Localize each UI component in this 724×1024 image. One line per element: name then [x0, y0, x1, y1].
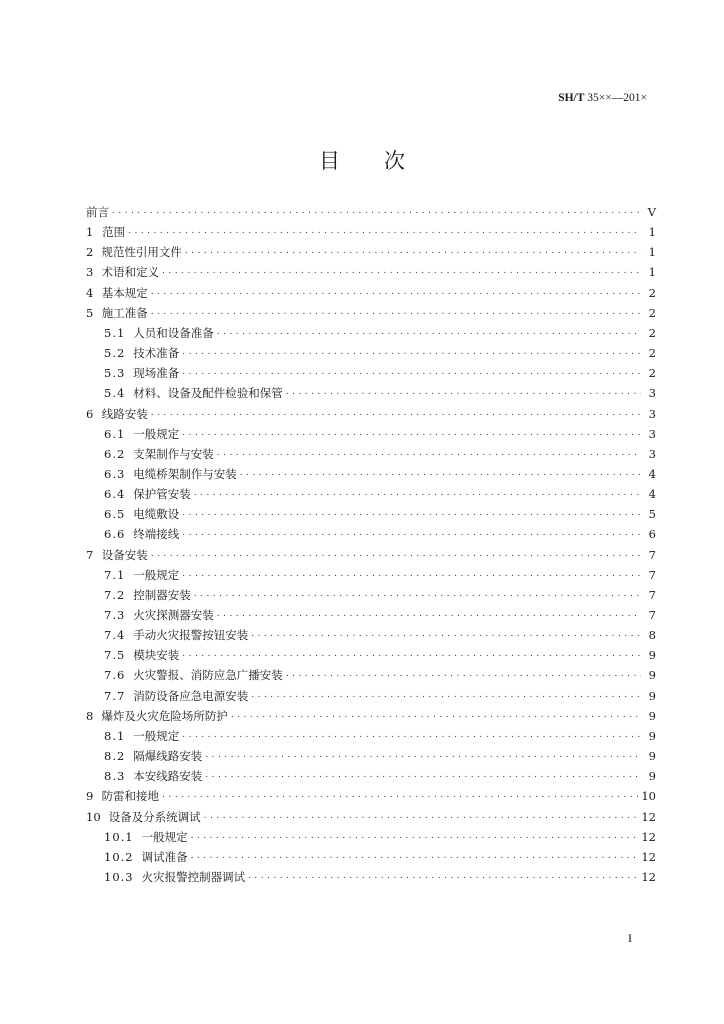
toc-dot-leader — [217, 443, 641, 459]
toc-entry-page: 12 — [641, 809, 656, 824]
toc-subentry[interactable] — [104, 345, 656, 361]
toc-entry-page: 7 — [648, 547, 656, 562]
toc-entry-title: 基本规定 — [101, 285, 148, 300]
toc-entry-title: 一般规定 — [133, 426, 180, 441]
toc-dot-leader — [240, 463, 641, 479]
page-title — [0, 145, 724, 175]
toc-entry-number: 5.4 — [104, 386, 126, 401]
toc-entry-title: 支架制作与安装 — [133, 446, 214, 461]
toc-subentry[interactable] — [104, 647, 656, 663]
toc-entry-page: 12 — [641, 849, 656, 864]
toc-entry-title: 火灾警报、消防应急广播安装 — [133, 668, 283, 683]
toc-entry-title: 一般规定 — [141, 829, 188, 844]
toc-entry-number: 7.3 — [104, 608, 126, 622]
toc-entry-page: 5 — [648, 507, 656, 522]
toc-entry-number: 10 — [86, 809, 101, 824]
toc-entry-title: 人员和设备准备 — [133, 325, 214, 340]
toc-entry[interactable] — [86, 224, 656, 240]
toc-entry-number: 2 — [86, 245, 94, 260]
toc-entry-number: 7 — [86, 547, 94, 562]
toc-subentry[interactable] — [104, 426, 656, 442]
page-title-char-1: 目 — [319, 149, 340, 173]
standard-code-number: 35××—201× — [587, 92, 647, 104]
toc-dot-leader — [286, 382, 641, 398]
toc-entry[interactable] — [86, 264, 656, 280]
toc-entry-title: 设备及分系统调试 — [108, 809, 201, 824]
toc-dot-leader — [251, 624, 641, 640]
toc-dot-leader — [128, 221, 641, 237]
toc-dot-leader — [194, 483, 641, 499]
toc-dot-leader — [151, 403, 641, 419]
toc-entry-page: 1 — [648, 245, 656, 260]
toc-entry-title: 规范性引用文件 — [101, 245, 182, 260]
toc-entry-title: 一般规定 — [133, 728, 180, 743]
toc-entry-page: 2 — [648, 325, 656, 340]
toc-entry-page: 9 — [648, 769, 656, 784]
toc-dot-leader — [194, 584, 641, 600]
toc-entry-number: 7.2 — [104, 587, 126, 602]
page-title-char-2: 次 — [384, 149, 405, 173]
toc-entry-page: 2 — [648, 366, 656, 381]
toc-entry-page: 9 — [648, 688, 656, 703]
toc-dot-leader — [112, 201, 641, 217]
toc-dot-leader — [162, 261, 641, 277]
toc-dot-leader — [231, 705, 641, 721]
toc-subentry[interactable] — [104, 748, 656, 764]
toc-entry-page: 9 — [648, 668, 656, 683]
toc-subentry[interactable] — [104, 829, 656, 845]
toc-entry-number: 3 — [86, 265, 94, 280]
toc-entry-page: 3 — [648, 386, 656, 401]
toc-entry-number: 5.2 — [104, 346, 126, 361]
toc-entry-page: 1 — [648, 265, 656, 280]
toc-entry[interactable] — [86, 244, 656, 260]
toc-entry-number: 1 — [86, 225, 94, 240]
toc-subentry[interactable] — [104, 526, 656, 542]
toc-dot-leader — [151, 544, 641, 560]
toc-entry-title: 电缆桥架制作与安装 — [133, 466, 237, 481]
toc-entry-number: 6.4 — [104, 487, 126, 502]
toc-entry-title: 技术准备 — [133, 346, 180, 361]
toc-entry-number: 7.5 — [104, 648, 126, 663]
toc-entry-number: 8.3 — [104, 769, 126, 784]
toc-entry-page: 7 — [648, 608, 656, 622]
toc-entry-page: 9 — [648, 728, 656, 743]
standard-code-prefix: SH/T — [558, 92, 585, 104]
toc-dot-leader — [217, 322, 641, 338]
toc-entry-number: 6.2 — [104, 446, 126, 461]
toc-entry-title: 一般规定 — [133, 567, 180, 582]
toc-subentry[interactable] — [104, 587, 656, 603]
toc-entry-number: 6.1 — [104, 426, 126, 441]
toc-subentry[interactable] — [104, 688, 656, 704]
toc-entry-page: 9 — [648, 708, 656, 723]
toc-subentry[interactable] — [104, 567, 656, 583]
toc-subentry[interactable] — [104, 466, 656, 482]
page-number: I — [628, 931, 632, 945]
toc-subentry[interactable] — [104, 385, 656, 401]
toc-subentry[interactable] — [104, 768, 656, 784]
toc-dot-leader — [182, 342, 641, 358]
toc-dot-leader — [251, 685, 641, 701]
toc-entry-title: 调试准备 — [141, 849, 188, 864]
toc-entry[interactable] — [86, 708, 656, 724]
toc-dot-leader — [191, 846, 639, 862]
toc-entry-page: 12 — [641, 829, 656, 844]
toc-entry-title: 术语和定义 — [101, 265, 160, 280]
toc-entry-page: 2 — [648, 305, 656, 320]
toc-entry-number: 6.6 — [104, 527, 126, 542]
toc-entry-page: 4 — [648, 487, 656, 502]
toc-entry-page: 10 — [641, 789, 656, 804]
toc-dot-leader — [182, 523, 641, 539]
toc-entry-page: 2 — [648, 346, 656, 361]
standard-code — [558, 92, 647, 104]
toc-entry-number: 8.1 — [104, 728, 126, 743]
toc-entry-number: 4 — [86, 285, 94, 300]
toc-entry-title: 消防设备应急电源安装 — [133, 688, 249, 703]
toc-entry-page: 6 — [648, 527, 656, 542]
toc-subentry[interactable] — [104, 486, 656, 502]
toc-entry-title: 保护管安装 — [133, 487, 191, 502]
toc-entry[interactable] — [86, 406, 656, 422]
toc-entry-title: 线路安装 — [101, 406, 148, 421]
toc-entry-number: 5 — [86, 305, 94, 320]
toc-entry-title: 材料、设备及配件检验和保管 — [133, 386, 283, 401]
toc-entry-page: 3 — [648, 446, 656, 461]
toc-dot-leader — [182, 644, 641, 660]
toc-dot-leader — [191, 826, 639, 842]
toc-entry-title: 隔爆线路安装 — [133, 749, 203, 764]
toc-entry-page: 7 — [648, 567, 656, 582]
toc-entry-title: 施工准备 — [101, 305, 148, 320]
toc-entry-title: 终端接线 — [133, 527, 180, 542]
toc-entry-title: 火灾报警控制器调试 — [141, 869, 246, 884]
toc-dot-leader — [182, 564, 641, 580]
toc-entry-page: 9 — [648, 648, 656, 663]
toc-entry[interactable] — [86, 547, 656, 563]
toc-entry-page: 3 — [648, 426, 656, 441]
toc-entry-title: 范围 — [102, 225, 126, 240]
toc-subentry[interactable] — [104, 728, 656, 744]
toc-subentry[interactable] — [104, 627, 656, 643]
toc-entry[interactable] — [86, 305, 656, 321]
toc-entry-number: 10.3 — [104, 869, 134, 884]
toc-subentry[interactable] — [104, 506, 656, 522]
toc-subentry[interactable] — [104, 446, 656, 462]
toc-dot-leader — [248, 866, 638, 882]
toc-dot-leader — [204, 806, 639, 822]
toc-subentry[interactable] — [104, 849, 656, 865]
toc-subentry[interactable] — [104, 365, 656, 381]
toc-entry-number: 6.5 — [104, 507, 126, 522]
toc-subentry[interactable] — [104, 869, 656, 885]
toc-entry-title: 设备安装 — [101, 547, 148, 562]
toc-entry-number: 8 — [86, 708, 94, 723]
toc-entry-number: 9 — [86, 789, 94, 804]
toc-dot-leader — [182, 503, 641, 519]
toc-entry-number: 5.1 — [104, 325, 126, 340]
toc-entry-page: 3 — [648, 406, 656, 421]
toc-entry-title: 模块安装 — [133, 648, 180, 663]
toc-entry-title: 手动火灾报警按钮安装 — [133, 628, 249, 643]
toc-entry-number: 6.3 — [104, 466, 126, 481]
toc-dot-leader — [217, 604, 641, 620]
toc-entry[interactable] — [86, 204, 656, 220]
toc-entry-page: 8 — [648, 628, 656, 643]
toc-entry-number: 10.2 — [104, 849, 134, 864]
toc-entry-title: 电缆敷设 — [133, 507, 180, 522]
toc-entry-title: 现场准备 — [133, 366, 180, 381]
toc-entry-page: 1 — [648, 225, 656, 240]
toc-entry-title: 防雷和接地 — [101, 789, 160, 804]
toc-dot-leader — [205, 745, 641, 761]
toc-entry-number: 10.1 — [104, 829, 134, 844]
toc-subentry[interactable] — [104, 607, 656, 623]
toc-entry-number: 7.4 — [104, 628, 126, 643]
toc-subentry[interactable] — [104, 667, 656, 683]
toc-entry-page: 4 — [648, 466, 656, 481]
toc-dot-leader — [185, 241, 641, 257]
toc-dot-leader — [182, 725, 641, 741]
toc-dot-leader — [162, 785, 638, 801]
toc-dot-leader — [182, 423, 641, 439]
toc-dot-leader — [182, 362, 641, 378]
toc-entry-number: 8.2 — [104, 749, 126, 764]
toc-entry-title: 控制器安装 — [133, 587, 191, 602]
toc-entry-page: 12 — [641, 869, 656, 884]
toc-entry-number: 7.7 — [104, 688, 126, 703]
toc-subentry[interactable] — [104, 325, 656, 341]
toc-dot-leader — [205, 765, 641, 781]
toc-entry-number: 5.3 — [104, 366, 126, 381]
toc-entry-page: 2 — [648, 285, 656, 300]
toc-dot-leader — [286, 664, 641, 680]
toc-entry-number: 6 — [86, 406, 94, 421]
toc-dot-leader — [151, 282, 641, 298]
toc-entry[interactable] — [86, 285, 656, 301]
toc-dot-leader — [151, 302, 641, 318]
toc-entry-title: 爆炸及火灾危险场所防护 — [101, 708, 228, 723]
toc-entry-page: V — [647, 205, 656, 219]
toc-entry-number: 7.6 — [104, 668, 126, 683]
toc-entry[interactable] — [86, 788, 656, 804]
toc-entry[interactable] — [86, 809, 656, 825]
toc-entry-number: 7.1 — [104, 567, 126, 582]
toc-entry-title: 火灾探测器安装 — [133, 608, 214, 622]
toc-entry-page: 7 — [648, 587, 656, 602]
toc-entry-page: 9 — [648, 749, 656, 764]
toc-entry-title: 前言 — [86, 205, 109, 219]
toc-entry-title: 本安线路安装 — [133, 769, 203, 784]
